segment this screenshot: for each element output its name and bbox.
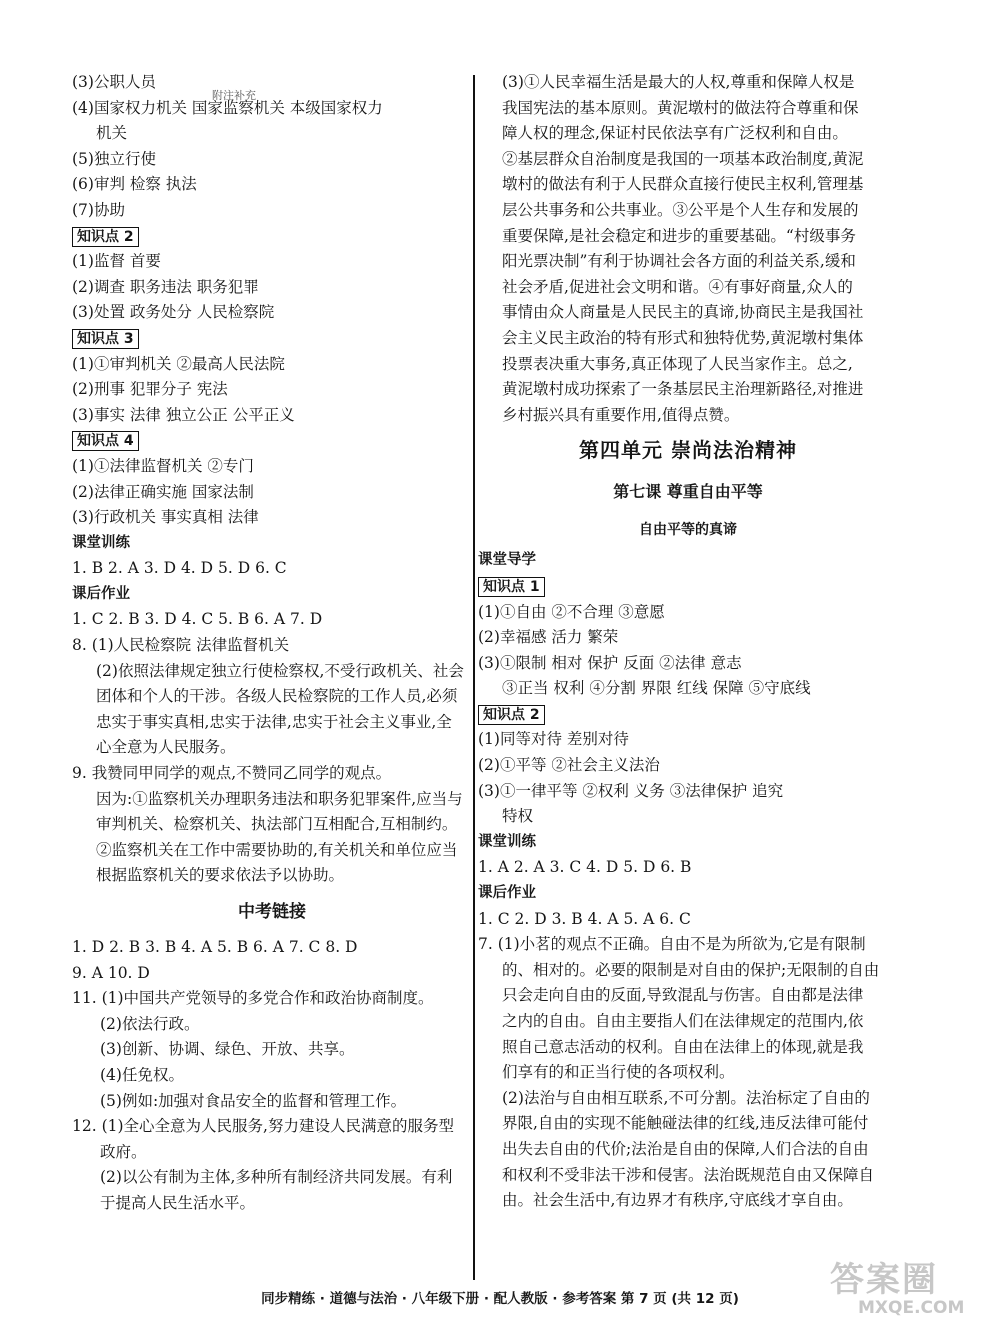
text-line: 12. (1)全心全意为人民服务,努力建设人民满意的服务型 <box>72 1117 454 1136</box>
knowledge-point-heading <box>478 574 898 600</box>
text-line: (3)创新、协调、绿色、开放、共享。 <box>100 1040 355 1059</box>
text-line: 1. C 2. D 3. B 4. A 5. A 6. C <box>478 909 691 928</box>
text-line: (1)监督 首要 <box>72 252 161 271</box>
text-line: 11. (1)中国共产党领导的多党合作和政治协商制度。 <box>72 989 434 1008</box>
text-line: ②监察机关在工作中需要协助的,有关机关和单位应当 <box>96 840 458 859</box>
text-line: 事情由众人商量是人民民主的真谛,协商民主是我国社 <box>502 303 864 322</box>
text-line: 1. A 2. A 3. C 4. D 5. D 6. B <box>478 858 692 877</box>
text-line: (2)以公有制为主体,多种所有制经济共同发展。有利 <box>100 1168 453 1187</box>
text-line: (3)事实 法律 独立公正 公平正义 <box>72 405 295 424</box>
text-line: 1. C 2. B 3. D 4. C 5. B 6. A 7. D <box>72 610 323 629</box>
section-title: 中考链接 <box>238 902 306 922</box>
text-line: 9. A 10. D <box>72 963 150 982</box>
text-line: 出失去自由的代价;法治是自由的保障,人们合法的自由 <box>502 1139 869 1158</box>
text-line: 重要保障,是社会稳定和进步的重要基础。“村级事务 <box>502 226 856 245</box>
text-line: (3)公职人员 <box>72 73 156 91</box>
text-line: 1. B 2. A 3. D 4. D 5. D 6. C <box>72 559 287 578</box>
text-line: (5)独立行使 <box>72 149 156 168</box>
text-line: (1)①法律监督机关 ②专门 <box>72 456 254 475</box>
text-line: 8. (1)人民检察院 法律监督机关 <box>72 636 290 655</box>
text-line: (3)①人民幸福生活是最大的人权,尊重和保障人权是 <box>502 73 855 91</box>
text-line: (3)行政机关 事实真相 法律 <box>72 508 259 527</box>
section-heading: 课堂导学 <box>478 552 536 569</box>
text-line: (1)同等对待 差别对待 <box>478 730 629 749</box>
text-line: 照自己意志活动的权利。自由在法律上的体现,就是我 <box>502 1037 864 1056</box>
text-line: 我国宪法的基本原则。黄泥墩村的做法符合尊重和保 <box>502 98 859 117</box>
text-line: (5)例如:加强对食品安全的监督和管理工作。 <box>100 1091 407 1110</box>
text-line: 投票表决重大事务,真正体现了人民当家作主。总之, <box>502 354 853 373</box>
text-line: 只会走向自由的反面,导致混乱与伤害。自由都是法律 <box>502 986 864 1005</box>
text-line: (3)处置 政务处分 人民检察院 <box>72 303 275 322</box>
text-line: 界限,自由的实现不能触碰法律的红线,违反法律可能付 <box>502 1114 869 1133</box>
text-line: 因为:①监察机关办理职务违法和职务犯罪案件,应当与 <box>96 789 463 808</box>
knowledge-point-heading <box>72 326 472 352</box>
text-line: (2)法律正确实施 国家法制 <box>72 482 254 501</box>
unit-title: 第四单元 崇尚法治精神 <box>579 438 797 463</box>
knowledge-point-label: 知识点 3 <box>72 329 139 349</box>
text-line: 之内的自由。自由主要指人们在法律规定的范围内,依 <box>502 1012 864 1030</box>
section-heading: 课后作业 <box>72 585 130 602</box>
text-line: 乡村振兴具有重要作用,值得点赞。 <box>502 405 740 424</box>
text-line: ③正当 权利 ④分割 界限 红线 保障 ⑤守底线 <box>502 679 811 698</box>
section-heading: 课后作业 <box>478 885 536 902</box>
text-line: 于提高人民生活水平。 <box>100 1193 256 1212</box>
watermark-url: MXQE.COM <box>858 1298 965 1318</box>
watermark-logo <box>830 1262 982 1320</box>
knowledge-point-heading <box>72 428 472 454</box>
text-line: (2)依照法律规定独立行使检察权,不受行政机关、社会 <box>96 661 464 680</box>
text-line: 的、相对的。必要的限制是对自由的保护;无限制的自由 <box>502 960 880 979</box>
text-line: 7. (1)小茗的观点不正确。自由不是为所欲为,它是有限制 <box>478 935 866 954</box>
text-line: 政府。 <box>100 1142 147 1161</box>
text-line: ②基层群众自治制度是我国的一项基本政治制度,黄泥 <box>502 149 864 168</box>
text-line: 忠实于事实真相,忠实于法律,忠实于社会主义事业,全 <box>96 712 452 731</box>
knowledge-point-label: 知识点 2 <box>478 705 545 725</box>
text-line: 特权 <box>502 807 534 826</box>
text-line: (2)刑事 犯罪分子 宪法 <box>72 380 228 399</box>
text-line: 审判机关、检察机关、执法部门互相配合,互相制约。 <box>96 815 458 834</box>
section-heading: 课堂训练 <box>72 534 130 551</box>
stamp-overlay: 附注补充 <box>212 89 256 102</box>
text-line: (2)幸福感 活力 繁荣 <box>478 628 619 647</box>
lesson-title: 第七课 尊重自由平等 <box>613 482 763 502</box>
text-line: (3)①限制 相对 保护 反面 ②法律 意志 <box>478 653 742 672</box>
text-line: 们享有的和正当行使的各项权利。 <box>502 1063 735 1082</box>
text-line: (6)审判 检察 执法 <box>72 175 197 194</box>
text-line: 根据监察机关的要求依法予以协助。 <box>96 866 345 885</box>
text-line: (4)任免权。 <box>100 1065 184 1084</box>
text-line: (2)依法行政。 <box>100 1014 200 1033</box>
text-line: 由。社会生活中,有边界才有秩序,守底线才享自由。 <box>502 1191 853 1210</box>
text-line: 阳光票决制”有利于协调社会各方面的利益关系,缓和 <box>502 252 856 271</box>
knowledge-point-label: 知识点 2 <box>72 227 139 247</box>
left-column <box>72 70 472 1217</box>
text-line: 9. 我赞同甲同学的观点,不赞同乙同学的观点。 <box>72 764 392 783</box>
text-line: (2)法治与自由相互联系,不可分割。法治标定了自由的 <box>502 1088 870 1107</box>
text-line: (3)①一律平等 ②权利 义务 ③法律保护 追究 <box>478 781 784 800</box>
text-line: 1. D 2. B 3. B 4. A 5. B 6. A 7. C 8. D <box>72 938 358 956</box>
text-line: 社会矛盾,促进社会文明和谐。④有事好商量,众人的 <box>502 277 853 296</box>
text-line: 墩村的做法有利于人民群众直接行使民主权利,管理基 <box>502 175 864 194</box>
text-line: 团体和个人的干涉。各级人民检察院的工作人员,必须 <box>96 687 458 706</box>
text-line: (2)调查 职务违法 职务犯罪 <box>72 277 259 296</box>
text-line: 黄泥墩村成功探索了一条基层民主治理新路径,对推进 <box>502 380 864 399</box>
text-line: 层公共事务和公共事业。③公平是个人生存和发展的 <box>502 200 859 219</box>
text-line: 障人权的理念,保证村民依法享有广泛权利和自由。 <box>502 124 848 143</box>
page-footer: 同步精练 · 道德与法治 · 八年级下册 · 配人教版 · 参考答案 第 7 页 (共 12 页) <box>261 1291 739 1307</box>
text-line: (2)①平等 ②社会主义法治 <box>478 756 660 775</box>
text-line: 和权利不受非法干涉和侵害。法治既规范自由又保障自 <box>502 1165 875 1184</box>
knowledge-point-label: 知识点 1 <box>478 577 545 597</box>
knowledge-point-heading <box>72 224 472 250</box>
text-line: (1)①审判机关 ②最高人民法院 <box>72 354 285 373</box>
text-line: 机关 <box>96 124 128 143</box>
column-divider <box>473 75 475 1280</box>
text-line: (4)国家权力机关 国家监察机关 本级国家权力 <box>72 98 383 117</box>
knowledge-point-heading <box>478 702 898 728</box>
knowledge-point-label: 知识点 4 <box>72 431 139 451</box>
text-line: (1)①自由 ②不合理 ③意愿 <box>478 602 665 621</box>
right-column <box>478 70 898 1214</box>
section-heading: 课堂训练 <box>478 833 536 850</box>
topic-title: 自由平等的真谛 <box>639 522 737 539</box>
text-line: 会主义民主政治的特有形式和独特优势,黄泥墩村集体 <box>502 328 864 347</box>
text-line: (7)协助 <box>72 200 125 219</box>
watermark-text: 答案圈 <box>830 1260 938 1300</box>
text-line: 心全意为人民服务。 <box>96 738 236 757</box>
